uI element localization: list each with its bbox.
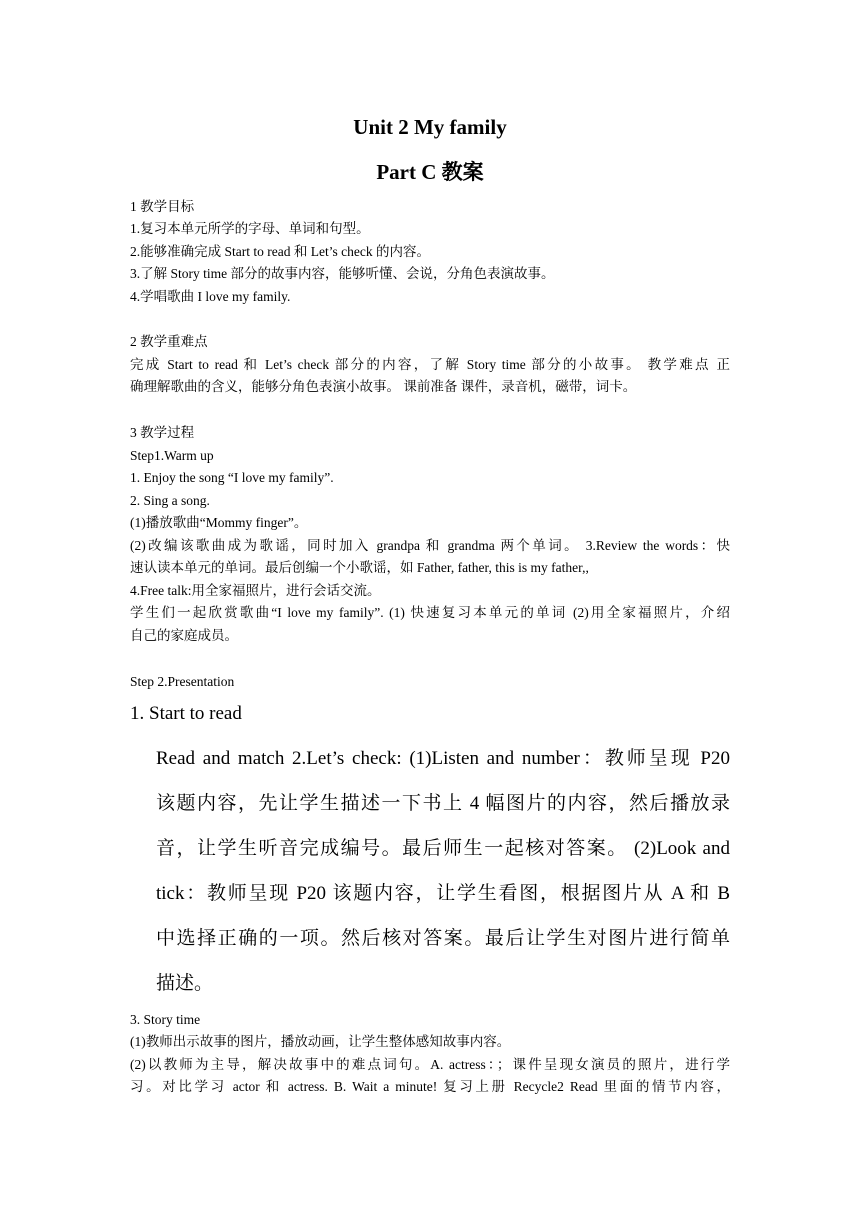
paragraph-line: 习。对比学习 actor 和 actress. B. Wait a minute! 复习上册 Recycle2 Read 里面的情节内容， [130, 1079, 730, 1094]
objective-item: 1.复习本单元所学的字母、单词和句型。 [130, 221, 370, 236]
paragraph-line: 音，让学生听音完成编号。最后师生一起核对答案。 (2)Look and [156, 838, 730, 859]
paragraph-line: 学生们一起欣赏歌曲“I love my family”. (1) 快速复习本单元的单词 (2)用全家福照片，介绍 [130, 605, 730, 620]
step-heading: 3. Story time [130, 1012, 201, 1027]
paragraph-line: (2)改编该歌曲成为歌谣，同时加入 grandpa 和 grandma 两个单词。 3.Review the words：快 [130, 538, 730, 553]
document-title: Unit 2 My family [353, 115, 507, 139]
paragraph-line: 4.Free talk:用全家福照片，进行会话交流。 [130, 583, 381, 598]
paragraph-line: 自己的家庭成员。 [130, 628, 238, 643]
paragraph-line: 该题内容，先让学生描述一下书上 4 幅图片的内容，然后播放录 [156, 793, 730, 814]
step-heading: Step1.Warm up [130, 448, 214, 463]
document-subtitle: Part C 教案 [376, 160, 484, 184]
list-item-title: 1. Start to read [130, 703, 242, 724]
section-heading-process: 3 教学过程 [130, 425, 195, 440]
paragraph-line: (1)播放歌曲“Mommy finger”。 [130, 515, 308, 530]
paragraph-line: (2)以教师为主导，解决故事中的难点词句。A. actress：；课件呈现女演员的照片，进行学 [130, 1057, 730, 1072]
paragraph-line: 描述。 [156, 973, 214, 994]
paragraph-line: 中选择正确的一项。然后核对答案。最后让学生对图片进行简单 [156, 928, 730, 949]
step-heading: Step 2.Presentation [130, 674, 235, 689]
paragraph-line: tick：教师呈现 P20 该题内容，让学生看图，根据图片从 A 和 B [156, 883, 730, 904]
paragraph-line: 速认读本单元的单词。最后创编一个小歌谣，如 Father, father, this is my father,, [130, 560, 589, 575]
section-heading-objectives: 1 教学目标 [130, 199, 195, 214]
section-heading-key-points: 2 教学重难点 [130, 334, 208, 349]
paragraph-line: Read and match 2.Let’s check: (1)Listen and number：教师呈现 P20 [156, 748, 730, 769]
paragraph-line: 确理解歌曲的含义，能够分角色表演小故事。 课前准备 课件，录音机，磁带，词卡。 [130, 379, 637, 394]
objective-item: 2.能够准确完成 Start to read 和 Let’s check 的内容。 [130, 244, 430, 259]
objective-item: 3.了解 Story time 部分的故事内容，能够听懂、会说，分角色表演故事。 [130, 266, 555, 281]
paragraph-line: 完成 Start to read 和 Let’s check 部分的内容，了解 Story time 部分的小故事。 教学难点 正 [130, 357, 730, 372]
paragraph-line: 2. Sing a song. [130, 493, 210, 508]
paragraph-line: (1)教师出示故事的图片，播放动画，让学生整体感知故事内容。 [130, 1034, 511, 1049]
paragraph-line: 1. Enjoy the song “I love my family”. [130, 470, 334, 485]
objective-item: 4.学唱歌曲 I love my family. [130, 289, 291, 304]
